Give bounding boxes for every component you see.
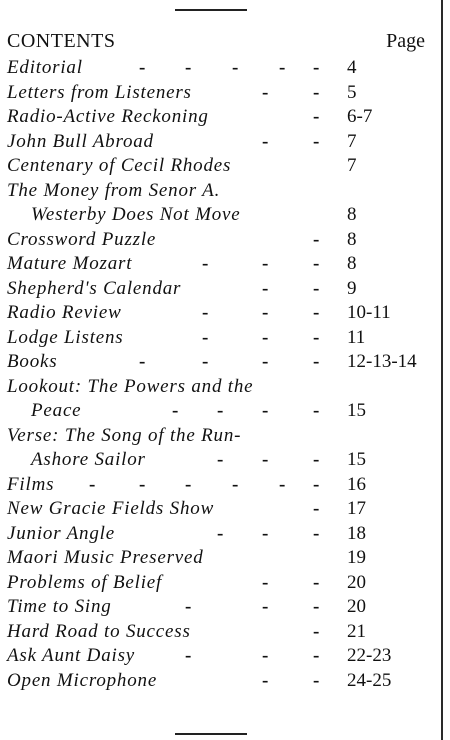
leader-dashes xyxy=(7,154,327,179)
toc-entry xyxy=(7,228,437,253)
toc-entry xyxy=(7,571,437,596)
leader-dash: - xyxy=(313,130,320,152)
leader-dashes xyxy=(7,81,327,106)
leader-dash: - xyxy=(262,277,269,299)
entry-page-number: 8 xyxy=(347,253,357,274)
toc-entry xyxy=(7,546,437,571)
leader-dash: - xyxy=(313,571,320,593)
leader-dashes xyxy=(7,448,327,473)
entry-title-line: Lodge Listens xyxy=(7,326,124,348)
entry-title-line: Verse: The Song of the Run- xyxy=(7,424,242,446)
top-rule xyxy=(175,9,247,11)
entry-page-number: 8 xyxy=(347,204,357,225)
entry-page-number: 6-7 xyxy=(347,106,373,127)
leader-dashes xyxy=(7,301,327,326)
leader-dash: - xyxy=(89,473,96,495)
toc-entry xyxy=(7,424,437,473)
leader-dash: - xyxy=(185,645,192,666)
entry-title-line: Time to Sing xyxy=(7,596,112,617)
leader-dash: - xyxy=(313,596,320,617)
entry-title-line: Books xyxy=(7,351,58,372)
leader-dash: - xyxy=(279,473,286,495)
leader-dash: - xyxy=(262,571,269,593)
leader-dashes xyxy=(7,203,327,228)
leader-dash: - xyxy=(313,400,320,421)
leader-dash: - xyxy=(313,473,320,495)
toc-entry xyxy=(7,497,437,522)
entry-page-number: 21 xyxy=(347,620,366,642)
entry-page-number: 15 xyxy=(347,449,366,470)
toc-entry xyxy=(7,375,437,424)
leader-dash: - xyxy=(262,253,269,274)
contents-title: CONTENTS xyxy=(7,30,116,52)
leader-dash: - xyxy=(262,449,269,470)
page-column-label: Page xyxy=(386,30,425,52)
entry-page-number: 5 xyxy=(347,81,357,103)
entry-page-number: 17 xyxy=(347,498,366,519)
leader-dashes xyxy=(7,644,327,669)
leader-dash: - xyxy=(185,57,192,78)
entry-page-number: 15 xyxy=(347,400,366,421)
leader-dash: - xyxy=(313,277,320,299)
leader-dash: - xyxy=(313,620,320,642)
toc-entry xyxy=(7,130,437,155)
entry-title-line: The Money from Senor A. xyxy=(7,179,221,201)
toc-entry xyxy=(7,669,437,694)
toc-entry xyxy=(7,620,437,645)
entry-title-line: Radio-Active Reckoning xyxy=(7,106,209,127)
leader-dashes xyxy=(7,497,327,522)
entry-page-number: 16 xyxy=(347,473,366,495)
entry-page-number: 4 xyxy=(347,57,357,78)
entry-page-number: 8 xyxy=(347,228,357,250)
entry-page-number: 7 xyxy=(347,155,357,176)
entry-title-line-2: Westerby Does Not Move xyxy=(31,204,241,225)
leader-dash: - xyxy=(262,302,269,323)
entry-page-number: 19 xyxy=(347,547,366,568)
leader-dash: - xyxy=(262,351,269,372)
leader-dash: - xyxy=(202,326,209,348)
leader-dash: - xyxy=(185,473,192,495)
entry-title-line-2: Ashore Sailor xyxy=(31,449,146,470)
entry-page-number: 24-25 xyxy=(347,669,392,691)
leader-dash: - xyxy=(262,326,269,348)
leader-dash: - xyxy=(262,522,269,544)
entry-title-line: Open Microphone xyxy=(7,669,158,691)
leader-dashes xyxy=(7,473,327,498)
contents-list xyxy=(7,56,437,693)
toc-entry xyxy=(7,473,437,498)
leader-dash: - xyxy=(313,106,320,127)
toc-entry xyxy=(7,252,437,277)
leader-dashes xyxy=(7,595,327,620)
leader-dashes xyxy=(7,620,327,645)
leader-dash: - xyxy=(313,57,320,78)
leader-dash: - xyxy=(172,400,179,421)
leader-dashes xyxy=(7,350,327,375)
leader-dash: - xyxy=(202,351,209,372)
entry-page-number: 20 xyxy=(347,596,366,617)
toc-entry xyxy=(7,350,437,375)
toc-entry xyxy=(7,326,437,351)
toc-entry xyxy=(7,56,437,81)
entry-page-number: 18 xyxy=(347,522,366,544)
leader-dashes xyxy=(7,571,327,596)
entry-title-line: Mature Mozart xyxy=(7,253,133,274)
entry-page-number: 9 xyxy=(347,277,357,299)
entry-title-line: Letters from Listeners xyxy=(7,81,192,103)
toc-entry xyxy=(7,522,437,547)
leader-dashes xyxy=(7,130,327,155)
leader-dash: - xyxy=(217,522,224,544)
leader-dash: - xyxy=(313,449,320,470)
entry-page-number: 20 xyxy=(347,571,366,593)
entry-page-number: 11 xyxy=(347,326,366,348)
leader-dash: - xyxy=(217,449,224,470)
leader-dashes xyxy=(7,326,327,351)
toc-entry xyxy=(7,595,437,620)
leader-dashes xyxy=(7,399,327,424)
toc-entry xyxy=(7,154,437,179)
leader-dash: - xyxy=(139,351,146,372)
leader-dash: - xyxy=(262,81,269,103)
entry-title-line-2: Peace xyxy=(31,400,82,421)
column-divider xyxy=(441,0,443,740)
leader-dash: - xyxy=(185,596,192,617)
leader-dash: - xyxy=(139,57,146,78)
entry-page-number: 10-11 xyxy=(347,302,391,323)
leader-dash: - xyxy=(262,596,269,617)
leader-dash: - xyxy=(313,669,320,691)
entry-title-line: Junior Angle xyxy=(7,522,115,544)
toc-entry xyxy=(7,179,437,228)
leader-dash: - xyxy=(313,522,320,544)
leader-dash: - xyxy=(313,253,320,274)
toc-entry xyxy=(7,105,437,130)
toc-entry xyxy=(7,301,437,326)
entry-title-line: Maori Music Preserved xyxy=(7,547,204,568)
toc-entry xyxy=(7,644,437,669)
leader-dash: - xyxy=(232,57,239,78)
leader-dash: - xyxy=(279,57,286,78)
entry-title-line: Editorial xyxy=(7,57,83,78)
entry-title-line: Radio Review xyxy=(7,302,122,323)
leader-dashes xyxy=(7,669,327,694)
entry-page-number: 7 xyxy=(347,130,357,152)
leader-dash: - xyxy=(232,473,239,495)
leader-dash: - xyxy=(262,400,269,421)
entry-title-line: Lookout: The Powers and the xyxy=(7,375,254,397)
leader-dash: - xyxy=(313,326,320,348)
leader-dashes xyxy=(7,277,327,302)
toc-entry xyxy=(7,277,437,302)
entry-title-line: Centenary of Cecil Rhodes xyxy=(7,155,232,176)
entry-title-line: Hard Road to Success xyxy=(7,620,191,642)
leader-dashes xyxy=(7,228,327,253)
toc-entry xyxy=(7,81,437,106)
leader-dash: - xyxy=(139,473,146,495)
entry-page-number: 22-23 xyxy=(347,645,392,666)
entry-title-line: Shepherd's Calendar xyxy=(7,277,182,299)
leader-dash: - xyxy=(217,400,224,421)
leader-dash: - xyxy=(313,351,320,372)
entry-title-line: John Bull Abroad xyxy=(7,130,154,152)
leader-dashes xyxy=(7,252,327,277)
leader-dash: - xyxy=(313,498,320,519)
leader-dash: - xyxy=(313,302,320,323)
entry-title-line: Films xyxy=(7,473,55,495)
leader-dash: - xyxy=(313,645,320,666)
leader-dash: - xyxy=(202,302,209,323)
bottom-rule xyxy=(175,733,247,735)
entry-title-line: Ask Aunt Daisy xyxy=(7,645,136,666)
leader-dashes xyxy=(7,56,327,81)
leader-dash: - xyxy=(262,645,269,666)
leader-dash: - xyxy=(262,130,269,152)
leader-dashes xyxy=(7,105,327,130)
leader-dash: - xyxy=(262,669,269,691)
leader-dashes xyxy=(7,522,327,547)
leader-dash: - xyxy=(313,228,320,250)
entry-title-line: New Gracie Fields Show xyxy=(7,498,215,519)
leader-dashes xyxy=(7,546,327,571)
entry-page-number: 12-13-14 xyxy=(347,351,417,372)
leader-dash: - xyxy=(202,253,209,274)
entry-title-line: Problems of Belief xyxy=(7,571,163,593)
leader-dash: - xyxy=(313,81,320,103)
entry-title-line: Crossword Puzzle xyxy=(7,228,157,250)
contents-header xyxy=(7,30,427,56)
